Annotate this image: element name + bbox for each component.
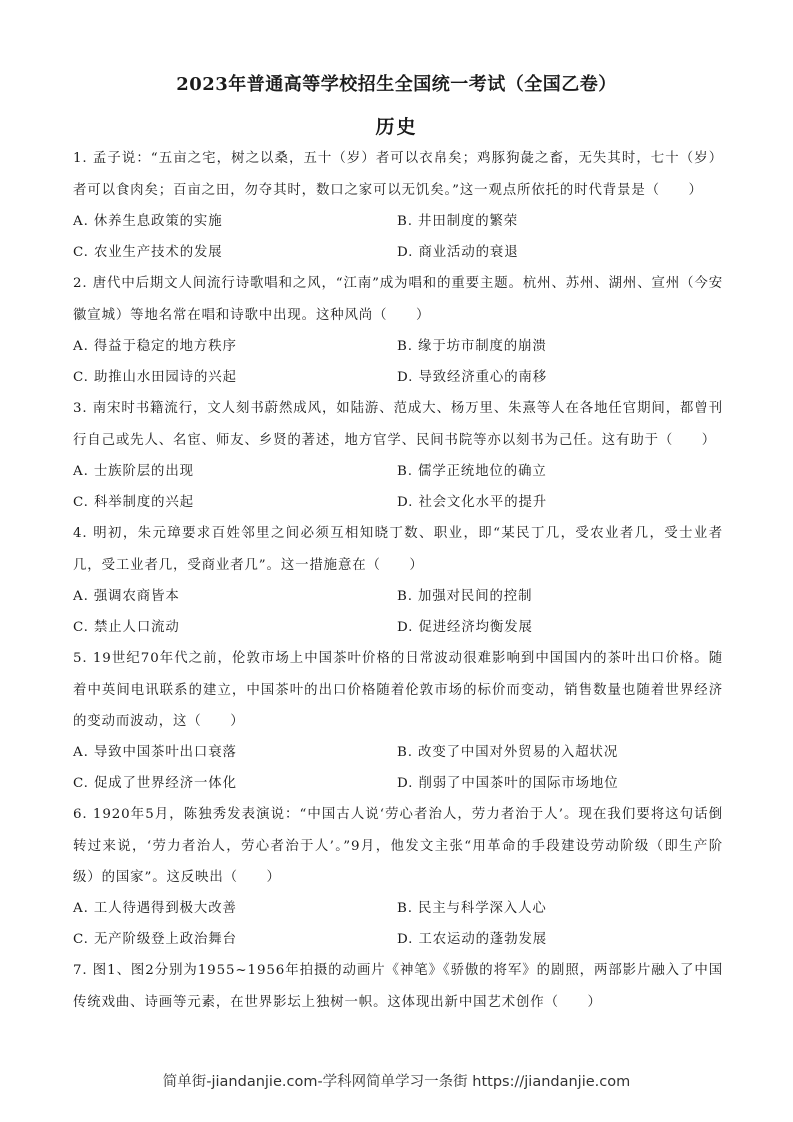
question-5-option-b[interactable]: B. 改变了中国对外贸易的入超状况 bbox=[397, 745, 619, 760]
question-6-option-a[interactable]: A. 工人待遇得到极大改善 bbox=[73, 901, 237, 916]
question-2-option-c[interactable]: C. 助推山水田园诗的兴起 bbox=[73, 370, 237, 385]
question-4-option-d[interactable]: D. 促进经济均衡发展 bbox=[397, 620, 533, 635]
question-4-option-c[interactable]: C. 禁止人口流动 bbox=[73, 620, 180, 635]
question-6-option-d[interactable]: D. 工农运动的蓬勃发展 bbox=[397, 932, 548, 947]
question-5-option-d[interactable]: D. 削弱了中国茶叶的国际市场地位 bbox=[397, 776, 619, 791]
subject-heading: 历史 bbox=[375, 116, 418, 138]
question-4-option-b[interactable]: B. 加强对民间的控制 bbox=[397, 589, 533, 604]
question-5-stem: 5. 19世纪70年代之前，伦敦市场上中国茶叶价格的日常波动很难影响到中国国内的茶叶出口价格。随着中英间电讯联系的建立，中国茶叶的出口价格随着伦敦市场的标价而变动，销售数量也随着世界经济的变动而波动，这（ ） bbox=[73, 651, 723, 729]
question-3-option-c[interactable]: C. 科举制度的兴起 bbox=[73, 495, 195, 510]
question-4-option-a[interactable]: A. 强调农商皆本 bbox=[73, 589, 180, 604]
question-5-option-c[interactable]: C. 促成了世界经济一体化 bbox=[73, 776, 237, 791]
question-4-stem: 4. 明初，朱元璋要求百姓邻里之间必须互相知晓丁数、职业，即“某民丁几，受农业者几，受士业者几，受工业者几，受商业者几”。这一措施意在（ ） bbox=[73, 526, 723, 573]
question-3-option-a[interactable]: A. 士族阶层的出现 bbox=[73, 464, 194, 479]
question-3-option-b[interactable]: B. 儒学正统地位的确立 bbox=[397, 464, 547, 479]
page-footer[interactable]: 简单街-jiandanjie.com-学科网简单学习一条街 https://jiandanjie.com bbox=[162, 1074, 631, 1090]
question-3-option-d[interactable]: D. 社会文化水平的提升 bbox=[397, 495, 548, 510]
question-6-option-c[interactable]: C. 无产阶级登上政治舞台 bbox=[73, 932, 237, 947]
question-6-stem: 6. 1920年5月，陈独秀发表演说：“中国古人说‘劳心者治人，劳力者治于人’。现在我们要将这句话倒转过来说，‘劳力者治人，劳心者治于人’。”9月，他发文主张“用革命的手段建设劳动阶级（即生产阶级）的国家”。这反映出（ ） bbox=[73, 807, 723, 885]
question-2-option-a[interactable]: A. 得益于稳定的地方秩序 bbox=[73, 339, 237, 354]
question-7-stem: 7. 图1、图2分别为1955~1956年拍摄的动画片《神笔》《骄傲的将军》的剧照，两部影片融入了中国传统戏曲、诗画等元素，在世界影坛上独树一帜。这体现出新中国艺术创作（ ） bbox=[73, 963, 723, 1010]
question-5-option-a[interactable]: A. 导致中国茶叶出口衰落 bbox=[73, 745, 237, 760]
question-2-option-b[interactable]: B. 缘于坊市制度的崩溃 bbox=[397, 339, 547, 354]
question-3-stem: 3. 南宋时书籍流行，文人刻书蔚然成风，如陆游、范成大、杨万里、朱熹等人在各地任官期间，都曾刊行自己或先人、名宦、师友、乡贤的著述，地方官学、民间书院等亦以刻书为己任。这有助于（ ） bbox=[73, 401, 723, 448]
question-2-stem: 2. 唐代中后期文人间流行诗歌唱和之风，“江南”成为唱和的重要主题。杭州、苏州、湖州、宣州（今安徽宣城）等地名常在唱和诗歌中出现。这种风尚（ ） bbox=[73, 276, 723, 323]
question-1-option-b[interactable]: B. 井田制度的繁荣 bbox=[397, 214, 519, 229]
question-1-option-d[interactable]: D. 商业活动的衰退 bbox=[397, 245, 519, 260]
exam-title: 2023年普通高等学校招生全国统一考试（全国乙卷） bbox=[176, 74, 617, 95]
question-1-option-a[interactable]: A. 休养生息政策的实施 bbox=[73, 214, 223, 229]
question-6-option-b[interactable]: B. 民主与科学深入人心 bbox=[397, 901, 547, 916]
question-1-stem: 1. 孟子说：“五亩之宅，树之以桑，五十（岁）者可以衣帛矣；鸡豚狗彘之畜，无失其时，七十（岁）者可以食肉矣；百亩之田，勿夺其时，数口之家可以无饥矣。”这一观点所依托的时代背景是（ ） bbox=[73, 151, 723, 198]
question-1-option-c[interactable]: C. 农业生产技术的发展 bbox=[73, 245, 223, 260]
question-2-option-d[interactable]: D. 导致经济重心的南移 bbox=[397, 370, 548, 385]
